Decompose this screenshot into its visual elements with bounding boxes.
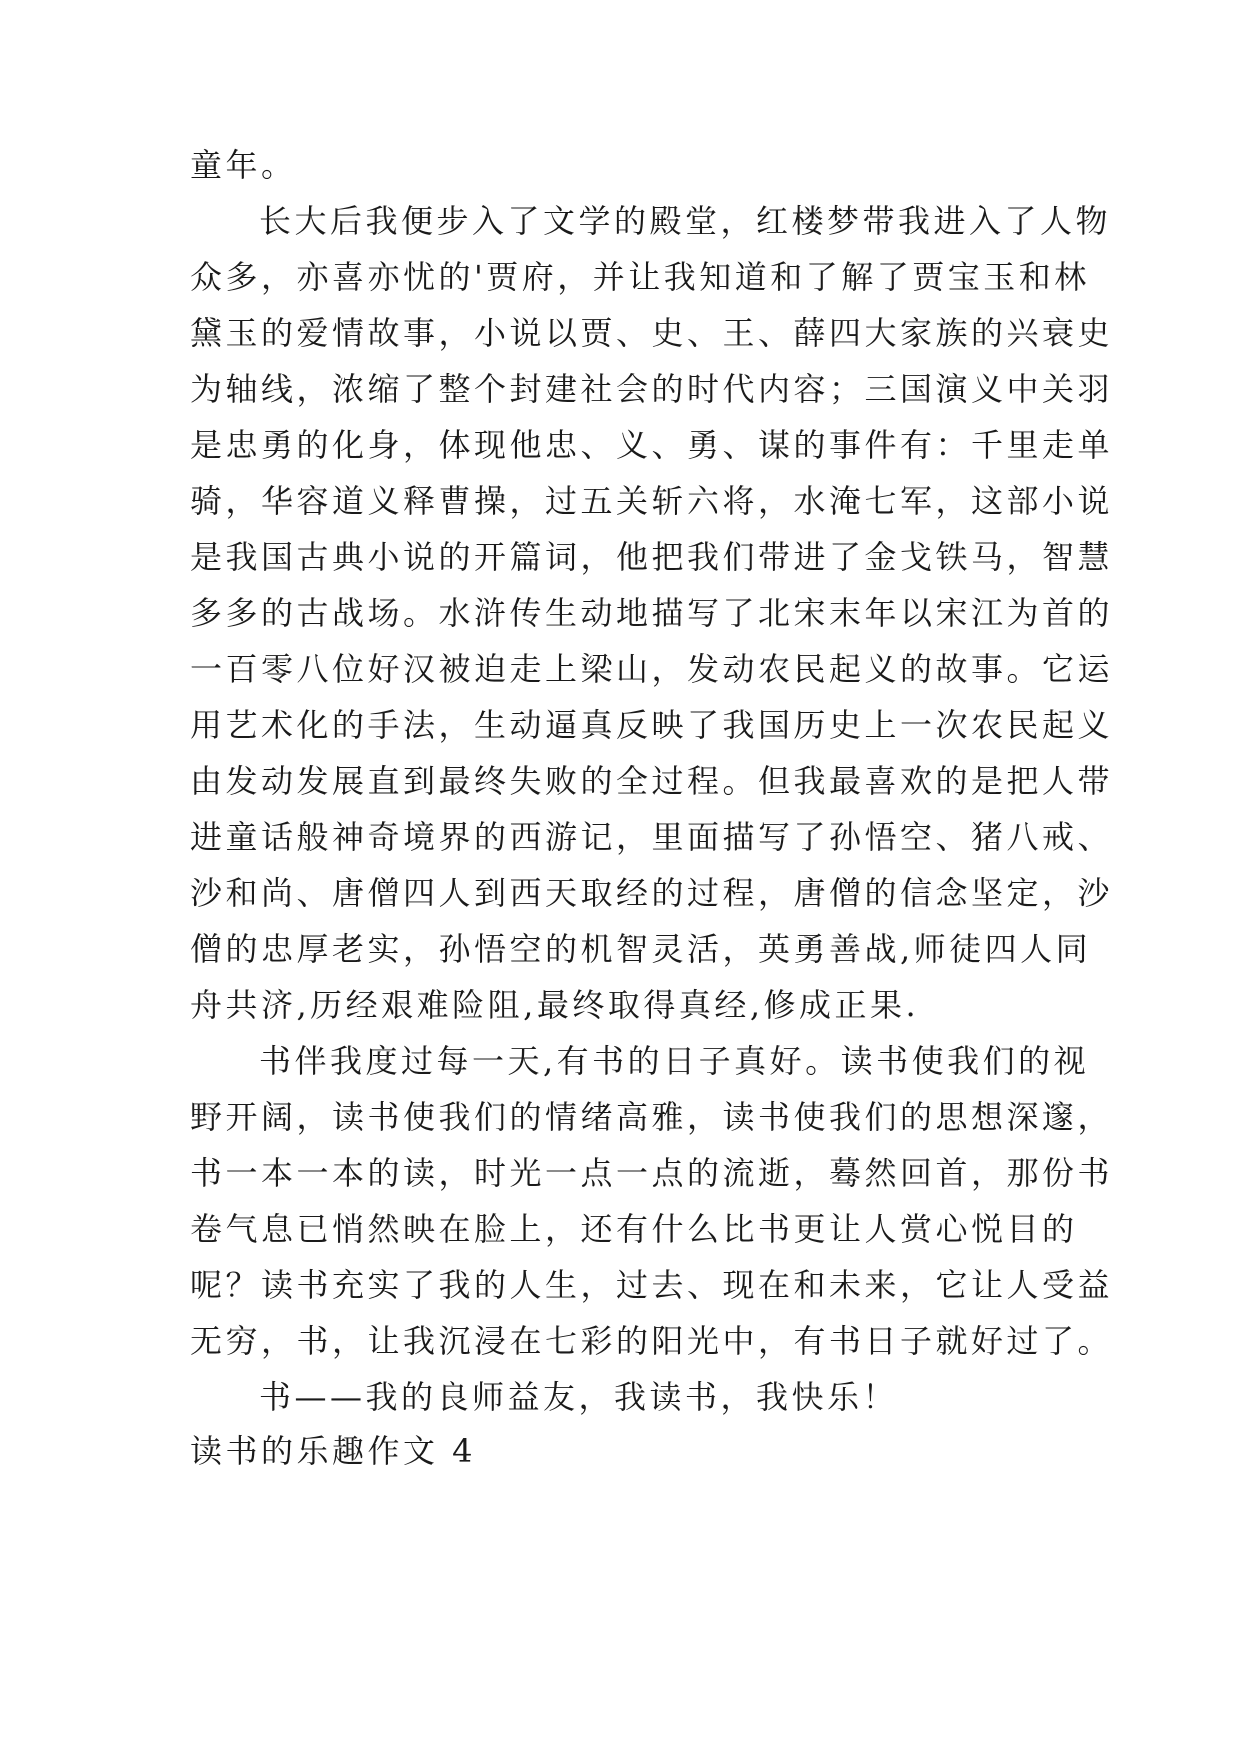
text-line: 野开阔，读书使我们的情绪高雅，读书使我们的思想深邃， bbox=[190, 1098, 1114, 1136]
text-line: 童年。 bbox=[190, 146, 297, 184]
text-line: 呢？读书充实了我的人生，过去、现在和未来，它让人受益 bbox=[190, 1266, 1114, 1304]
text-line: 舟共济,历经艰难险阻,最终取得真经,修成正果. bbox=[190, 986, 920, 1024]
text-line: 沙和尚、唐僧四人到西天取经的过程，唐僧的信念坚定，沙 bbox=[190, 874, 1114, 912]
paragraph-start: 长大后我便步入了文学的殿堂，红楼梦带我进入了人物 bbox=[259, 202, 1112, 240]
text-line: 一百零八位好汉被迫走上梁山，发动农民起义的故事。它运 bbox=[190, 650, 1114, 688]
text-line: 众多，亦喜亦忧的'贾府，并让我知道和了解了贾宝玉和林 bbox=[190, 258, 1090, 296]
paragraph-start: 书伴我度过每一天,有书的日子真好。读书使我们的视 bbox=[259, 1042, 1090, 1080]
text-line: 骑，华容道义释曹操，过五关斩六将，水淹七军，这部小说 bbox=[190, 482, 1114, 520]
text-line: 是我国古典小说的开篇词，他把我们带进了金戈铁马，智慧 bbox=[190, 538, 1114, 576]
text-line: 由发动发展直到最终失败的全过程。但我最喜欢的是把人带 bbox=[190, 762, 1114, 800]
text-line: 书一本一本的读，时光一点一点的流逝，蓦然回首，那份书 bbox=[190, 1154, 1114, 1192]
text-line: 黛玉的爱情故事，小说以贾、史、王、薛四大家族的兴衰史 bbox=[190, 314, 1114, 352]
paragraph-start: 书——我的良师益友，我读书，我快乐！ bbox=[259, 1378, 899, 1416]
text-line: 为轴线，浓缩了整个封建社会的时代内容；三国演义中关羽 bbox=[190, 370, 1114, 408]
section-heading: 读书的乐趣作文 4 bbox=[190, 1432, 477, 1470]
text-line: 多多的古战场。水浒传生动地描写了北宋末年以宋江为首的 bbox=[190, 594, 1114, 632]
text-line: 是忠勇的化身，体现他忠、义、勇、谋的事件有：千里走单 bbox=[190, 426, 1114, 464]
text-line: 用艺术化的手法，生动逼真反映了我国历史上一次农民起义 bbox=[190, 706, 1114, 744]
text-line: 无穷，书，让我沉浸在七彩的阳光中，有书日子就好过了。 bbox=[190, 1322, 1114, 1360]
text-line: 卷气息已悄然映在脸上，还有什么比书更让人赏心悦目的 bbox=[190, 1210, 1078, 1248]
text-line: 进童话般神奇境界的西游记，里面描写了孙悟空、猪八戒、 bbox=[190, 818, 1114, 856]
text-line: 僧的忠厚老实，孙悟空的机智灵活，英勇善战,师徒四人同 bbox=[190, 930, 1092, 968]
